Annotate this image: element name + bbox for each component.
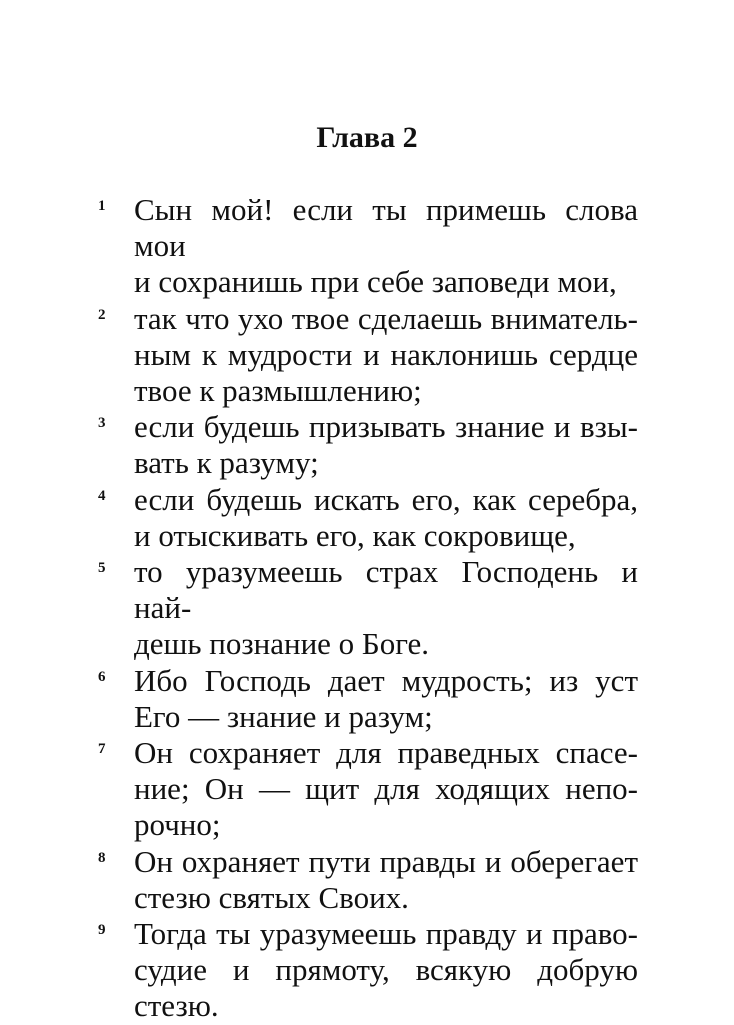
verse-number: 9	[98, 922, 106, 939]
verse-line: твое к размышлению;	[134, 373, 422, 409]
verse-text	[134, 192, 638, 301]
verse-line: так что ухо твое сделаешь вниматель-	[134, 300, 638, 336]
verse-line: и сохранишь при себе заповеди мои,	[134, 264, 617, 300]
verse	[98, 192, 638, 301]
verse-number: 4	[98, 487, 106, 504]
verse-line: стезю святых Своих.	[134, 879, 409, 915]
verse	[98, 482, 638, 554]
verse-number: 6	[98, 668, 106, 685]
verse-line: если будешь искать его, как серебра,	[134, 481, 638, 517]
verse-line: Ибо Господь дает мудрость; из уст	[134, 662, 638, 698]
verse-line: Сын мой! если ты примешь слова мои	[134, 192, 638, 264]
verse-text	[134, 409, 638, 481]
verse	[98, 916, 638, 1025]
verse-text	[134, 916, 638, 1025]
verse-text	[134, 844, 638, 916]
verse-line: рочно;	[134, 807, 221, 843]
verse-line: Он сохраняет для праведных спасе-	[134, 735, 638, 771]
verse-number: 5	[98, 560, 106, 577]
verse	[98, 663, 638, 735]
verse-line: дешь познание о Боге.	[134, 626, 430, 662]
verse-number: 7	[98, 741, 106, 758]
verse-number: 2	[98, 306, 106, 323]
chapter-title: Глава 2	[316, 121, 418, 154]
verse-text	[134, 663, 638, 735]
verse-text	[134, 301, 638, 410]
verse-line: и отыскивать его, как сокровище,	[134, 517, 576, 553]
verse-line: Он охраняет пути правды и оберегает	[134, 843, 638, 879]
verse	[98, 409, 638, 481]
verse-line: судие и прямоту, всякую добрую стезю.	[134, 952, 638, 1024]
verse-line: если будешь призывать знание и взы-	[134, 409, 638, 445]
verse-line: то уразумеешь страх Господень и най-	[134, 554, 638, 626]
verse-line: вать к разуму;	[134, 445, 319, 481]
verse-number: 8	[98, 849, 106, 866]
verse-text	[134, 482, 638, 554]
verse	[98, 735, 638, 844]
verse-text	[134, 554, 638, 663]
verse-line: ние; Он — щит для ходящих непо-	[134, 771, 638, 807]
verse-line: Тогда ты уразумеешь правду и право-	[134, 916, 638, 952]
verse-number: 1	[98, 198, 106, 214]
verse-line: Его — знание и разум;	[134, 698, 433, 734]
verse	[98, 844, 638, 916]
verse-text	[134, 735, 638, 844]
verse-number: 3	[98, 415, 106, 432]
verse-line: ным к мудрости и наклонишь сердце	[134, 336, 638, 372]
verse	[98, 301, 638, 410]
verse	[98, 554, 638, 663]
verse-list	[98, 192, 638, 1025]
